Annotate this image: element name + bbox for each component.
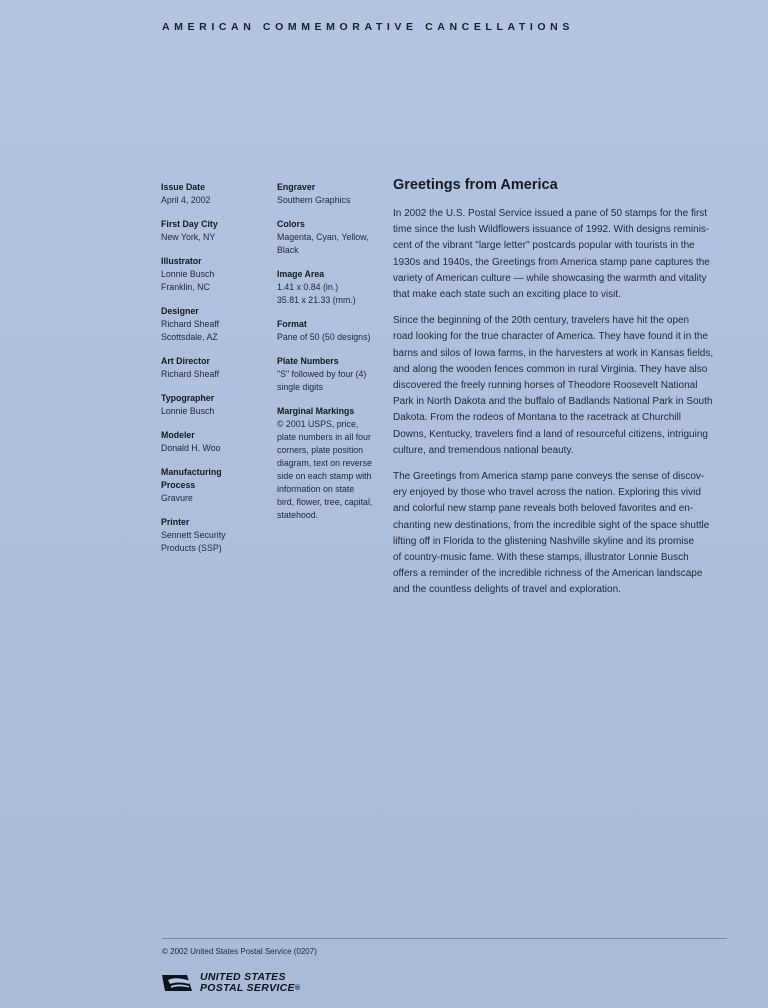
spec-value — [277, 194, 387, 207]
spec-value — [277, 231, 387, 257]
article-line: of country-music fame. With these stamps, illustrator Lonnie Busch — [393, 552, 689, 564]
spec-label: Illustrator — [161, 256, 202, 266]
article-body — [393, 206, 733, 599]
spec-value-line: "S" followed by four (4) — [277, 369, 367, 379]
article-line: lifting off in Florida to the glistening Nashville skyline and its promise — [393, 535, 695, 547]
spec-field — [161, 429, 266, 455]
spec-value — [161, 368, 266, 381]
spec-field — [277, 181, 387, 207]
article-title: Greetings from America — [393, 177, 558, 193]
article-line: ery enjoyed by those who travel across the nation. Exploring this vivid — [393, 487, 701, 499]
spec-field — [277, 405, 387, 522]
spec-value-line: plate numbers in all four — [277, 432, 371, 442]
spec-value-line: information on state — [277, 484, 355, 494]
registered-mark: ® — [294, 985, 301, 992]
spec-label: Process — [161, 480, 196, 490]
spec-field — [161, 466, 266, 505]
usps-logo — [162, 972, 300, 994]
article-line: and colorful new stamp pane reveals both beloved favorites and en- — [393, 503, 694, 515]
spec-value-line: April 4, 2002 — [161, 195, 211, 205]
usps-logo-line1: UNITED STATES — [200, 971, 286, 983]
spec-field — [277, 218, 387, 257]
spec-value-line: Scottsdale, AZ — [161, 332, 218, 342]
spec-value — [277, 368, 387, 394]
article-paragraph — [393, 206, 733, 303]
specs-column-right — [277, 181, 387, 533]
spec-value-line: statehood. — [277, 510, 319, 520]
spec-label: Art Director — [161, 356, 210, 366]
spec-value-line: Sennett Security — [161, 530, 226, 540]
usps-logo-line2: POSTAL SERVICE — [200, 982, 295, 994]
usps-logo-text — [200, 972, 300, 994]
spec-value-line: Magenta, Cyan, Yellow, — [277, 232, 369, 242]
spec-label: Printer — [161, 517, 190, 527]
article-line: Park in North Dakota and the buffalo of Badlands National Park in South — [393, 396, 713, 408]
spec-value — [161, 231, 266, 244]
copyright-notice: © 2002 United States Postal Service (0207) — [162, 947, 317, 956]
spec-field — [161, 305, 266, 344]
spec-value-line: Southern Graphics — [277, 195, 351, 205]
article-line: road looking for the true character of America. They have found it in the — [393, 331, 708, 343]
spec-field — [277, 318, 387, 344]
spec-value — [277, 418, 387, 522]
spec-value — [277, 281, 387, 307]
article-line: culture, and tremendous national beauty. — [393, 444, 574, 456]
spec-label: Image Area — [277, 269, 325, 279]
spec-value — [277, 331, 387, 344]
article-line: and the countless delights of travel and exploration. — [393, 584, 621, 596]
spec-label: First Day City — [161, 219, 218, 229]
spec-value-line: Products (SSP) — [161, 543, 222, 553]
article-line: Dakota. From the rodeos of Montana to the racetrack at Churchill — [393, 412, 681, 424]
spec-value-line: single digits — [277, 382, 323, 392]
article — [393, 175, 733, 609]
article-paragraph — [393, 469, 733, 599]
footer-divider — [162, 938, 727, 939]
spec-value-line: Lonnie Busch — [161, 406, 215, 416]
spec-value-line: Richard Sheaff — [161, 319, 220, 329]
spec-value-line: corners, plate position — [277, 445, 364, 455]
spec-value-line: Richard Sheaff — [161, 369, 220, 379]
article-line: that make each state such an exciting place to visit. — [393, 289, 621, 301]
spec-label: Engraver — [277, 182, 316, 192]
article-line: cent of the vibrant "large letter" postcards popular with tourists in the — [393, 240, 695, 252]
spec-value-line: side on each stamp with — [277, 471, 372, 481]
article-line: variety of American culture — while showcasing the warmth and vitality — [393, 272, 707, 284]
spec-value-line: Lonnie Busch — [161, 269, 215, 279]
spec-value-line: Black — [277, 245, 299, 255]
spec-label: Marginal Markings — [277, 406, 355, 416]
article-line: barns and silos of Iowa farms, in the harvesters at work in Kansas fields, — [393, 347, 714, 359]
article-paragraph — [393, 313, 733, 459]
spec-field — [277, 268, 387, 307]
spec-value — [161, 442, 266, 455]
spec-value-line: © 2001 USPS, price, — [277, 419, 359, 429]
spec-label: Issue Date — [161, 182, 206, 192]
spec-field — [161, 218, 266, 244]
article-line: offers a reminder of the incredible richness of the American landscape — [393, 568, 703, 580]
page-header: AMERICAN COMMEMORATIVE CANCELLATIONS — [162, 21, 574, 33]
article-line: 1930s and 1940s, the Greetings from America stamp pane captures the — [393, 256, 710, 268]
spec-field — [161, 516, 266, 555]
article-line: Downs, Kentucky, travelers find a land of resourceful citizens, intriguing — [393, 428, 708, 440]
spec-field — [161, 255, 266, 294]
spec-value — [161, 405, 266, 418]
spec-value — [161, 318, 266, 344]
spec-label: Typographer — [161, 393, 215, 403]
spec-label: Modeler — [161, 430, 195, 440]
spec-value-line: Pane of 50 (50 designs) — [277, 332, 371, 342]
spec-value-line: New York, NY — [161, 232, 216, 242]
article-line: Since the beginning of the 20th century, travelers have hit the open — [393, 315, 690, 327]
usps-eagle-icon — [162, 972, 194, 994]
spec-value-line: diagram, text on reverse — [277, 458, 372, 468]
spec-label: Colors — [277, 219, 305, 229]
spec-value — [161, 492, 266, 505]
spec-label: Manufacturing — [161, 467, 222, 477]
spec-value-line: 35.81 x 21.33 (mm.) — [277, 295, 356, 305]
spec-field — [161, 181, 266, 207]
spec-value — [161, 268, 266, 294]
spec-field — [277, 355, 387, 394]
spec-value-line: Donald H. Woo — [161, 443, 221, 453]
spec-value-line: 1.41 x 0.84 (in.) — [277, 282, 339, 292]
specs-column-left — [161, 181, 266, 566]
article-line: In 2002 the U.S. Postal Service issued a pane of 50 stamps for the first — [393, 208, 708, 219]
spec-field — [161, 392, 266, 418]
spec-value — [161, 194, 266, 207]
spec-label: Format — [277, 319, 307, 329]
spec-label: Plate Numbers — [277, 356, 339, 366]
spec-value-line: bird, flower, tree, capital, — [277, 497, 373, 507]
article-line: The Greetings from America stamp pane conveys the sense of discov- — [393, 471, 705, 483]
spec-value — [161, 529, 266, 555]
article-line: discovered the freely running horses of Theodore Roosevelt National — [393, 380, 698, 392]
article-line: chanting new destinations, from the incredible sight of the space shuttle — [393, 519, 710, 531]
article-line: time since the lush Wildflowers issuance of 1992. With designs reminis- — [393, 224, 710, 236]
article-line: and along the wooden fences common in rural Virginia. They have also — [393, 363, 708, 375]
spec-field — [161, 355, 266, 381]
spec-value-line: Franklin, NC — [161, 282, 210, 292]
spec-value-line: Gravure — [161, 493, 193, 503]
spec-label: Designer — [161, 306, 199, 316]
